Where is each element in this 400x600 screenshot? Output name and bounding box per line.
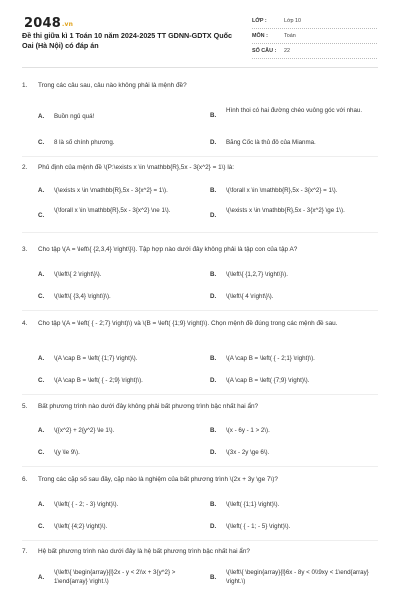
option-letter: B.: [210, 271, 217, 278]
option-text: Băng Cốc là thủ đô của Mianma.: [226, 139, 316, 146]
meta-class-label: LỚP :: [252, 18, 267, 24]
option-letter: A.: [38, 113, 45, 120]
option-text: \(\left( { - 2; - 3} \right)\).: [54, 501, 119, 508]
option-text: \(3x - 2y \ge 6\).: [226, 449, 270, 456]
question-6: [22, 474, 378, 486]
question-text: Trong các cặp số sau đây, cặp nào là nghiệm của bất phương trình \(2x + 3y \ge 7\)?: [38, 476, 278, 483]
question-divider: [22, 540, 378, 541]
option-text: \(\left\{ 4 \right\}\).: [226, 293, 274, 300]
option-letter: D.: [210, 212, 217, 219]
option-letter: C.: [38, 449, 45, 456]
question-divider: [22, 466, 378, 467]
option-text: \(y \le 9\).: [54, 449, 80, 456]
exam-meta: [252, 14, 377, 59]
option-text: \(\exists x \in \mathbb{R},5x - 3{x^2} = 1\).: [54, 187, 168, 194]
question-number: 1.: [22, 82, 28, 89]
option-letter: C.: [38, 293, 45, 300]
option-letter: D.: [210, 377, 217, 384]
meta-class-value: Lớp 10: [284, 18, 302, 24]
meta-count-value: 22: [284, 48, 290, 54]
question-text: Bất phương trình nào dưới đây không phải bất phương trình bậc nhất hai ẩn?: [38, 403, 259, 410]
site-logo[interactable]: [24, 16, 73, 31]
question-1: [22, 80, 378, 92]
option-text: \(\left( {1;1} \right)\).: [226, 501, 280, 508]
header-divider: [22, 67, 378, 68]
meta-count-row: [252, 44, 377, 59]
meta-subject-label: MÔN :: [252, 33, 268, 39]
option-letter: D.: [210, 449, 217, 456]
option-text: \({x^2} + 2{y^2} \le 1\).: [54, 427, 115, 434]
option-letter: B.: [210, 427, 217, 434]
question-4: [22, 318, 378, 330]
question-divider: [22, 394, 378, 395]
question-number: 2.: [22, 164, 28, 171]
question-number: 3.: [22, 246, 28, 253]
question-number: 5.: [22, 403, 28, 410]
question-7: [22, 546, 378, 558]
question-text: Cho tập \(A = \left( { - 2;7} \right)\) và \(B = \left( {1;9} \right)\). Chọn mệnh đề đúng trong các mệnh đề sau.: [38, 320, 338, 327]
option-text: \(\left\{ \begin{array}{l}2x - y < 2\\x + 3{y^2} > 1\end{array} \right.\): [54, 569, 176, 585]
option-letter: B.: [210, 574, 217, 581]
option-letter: B.: [210, 355, 217, 362]
option-text: \(\left( {4;2} \right)\).: [54, 523, 108, 530]
option-text: \(\left( { - 1; - 5} \right)\).: [226, 523, 291, 530]
question-5: [22, 401, 378, 413]
option-text: \(\exists x \in \mathbb{R},5x - 3{x^2} \ge 1\).: [226, 207, 345, 214]
option-letter: D.: [210, 293, 217, 300]
option-letter: A.: [38, 187, 45, 194]
header: [0, 0, 400, 62]
option-text: \(\left\{ \begin{array}{l}6x - 8y < 0\\9xy < 1\end{array} \right.\): [226, 569, 369, 585]
option-text: \(x - 6y - 1 > 2\).: [226, 427, 270, 434]
option-text: \(A \cap B = \left( {7;9} \right)\).: [226, 377, 310, 384]
option-letter: C.: [38, 212, 45, 219]
meta-count-label: SỐ CÂU :: [252, 48, 277, 54]
question-number: 6.: [22, 476, 28, 483]
option-letter: B.: [210, 187, 217, 194]
logo-main: 2048: [24, 16, 61, 31]
option-letter: A.: [38, 271, 45, 278]
meta-subject-row: [252, 29, 377, 44]
option-text: \(A \cap B = \left( { - 2;1} \right)\).: [226, 355, 315, 362]
meta-subject-value: Toán: [284, 33, 296, 39]
option-letter: A.: [38, 501, 45, 508]
question-text: Phủ định của mệnh đề \(P:\exists x \in \mathbb{R},5x - 3{x^2} = 1\) là:: [38, 164, 235, 171]
question-2: [22, 162, 378, 174]
option-letter: C.: [38, 139, 45, 146]
exam-title: Đề thi giữa kì 1 Toán 10 năm 2024-2025 TT GDNN-GDTX Quốc Oai (Hà Nội) có đáp án: [22, 31, 232, 50]
question-divider: [22, 310, 378, 311]
logo-sub: .vn: [61, 21, 74, 28]
option-text: \(\left\{ 2 \right\}\).: [54, 271, 102, 278]
question-divider: [22, 232, 378, 233]
option-text: \(A \cap B = \left( { - 2;9} \right)\).: [54, 377, 143, 384]
option-text: \(\left\{ {3,4} \right\}\).: [54, 293, 111, 300]
option-letter: B.: [210, 501, 217, 508]
option-letter: D.: [210, 139, 217, 146]
question-3: [22, 244, 378, 256]
option-text: \(\left\{ {1,2,7} \right\}\).: [226, 271, 288, 278]
option-letter: B.: [210, 112, 217, 119]
option-text: 8 là số chính phương.: [54, 139, 115, 146]
option-text: Buồn ngủ quá!: [54, 113, 95, 120]
option-letter: A.: [38, 574, 45, 581]
question-text: Hệ bất phương trình nào dưới đây là hệ bất phương trình bậc nhất hai ẩn?: [38, 548, 250, 555]
question-text: Cho tập \(A = \left\{ {2,3,4} \right\}\). Tập hợp nào dưới đây không phải là tập con của tập A?: [38, 246, 298, 253]
option-letter: C.: [38, 523, 45, 530]
option-text: \(A \cap B = \left( {1;7} \right)\).: [54, 355, 138, 362]
question-number: 4.: [22, 320, 28, 327]
option-letter: D.: [210, 523, 217, 530]
option-letter: A.: [38, 355, 45, 362]
option-letter: C.: [38, 377, 45, 384]
option-text: \(\forall x \in \mathbb{R},5x - 3{x^2} = 1\).: [226, 187, 338, 194]
question-number: 7.: [22, 548, 28, 555]
question-divider: [22, 156, 378, 157]
option-text: Hình thoi có hai đường chéo vuông góc với nhau.: [226, 107, 363, 114]
option-text: \(\forall x \in \mathbb{R},5x - 3{x^2} \ne 1\).: [54, 207, 171, 214]
option-letter: A.: [38, 427, 45, 434]
question-text: Trong các câu sau, câu nào không phải là mệnh đề?: [38, 82, 187, 89]
meta-class-row: [252, 14, 377, 29]
